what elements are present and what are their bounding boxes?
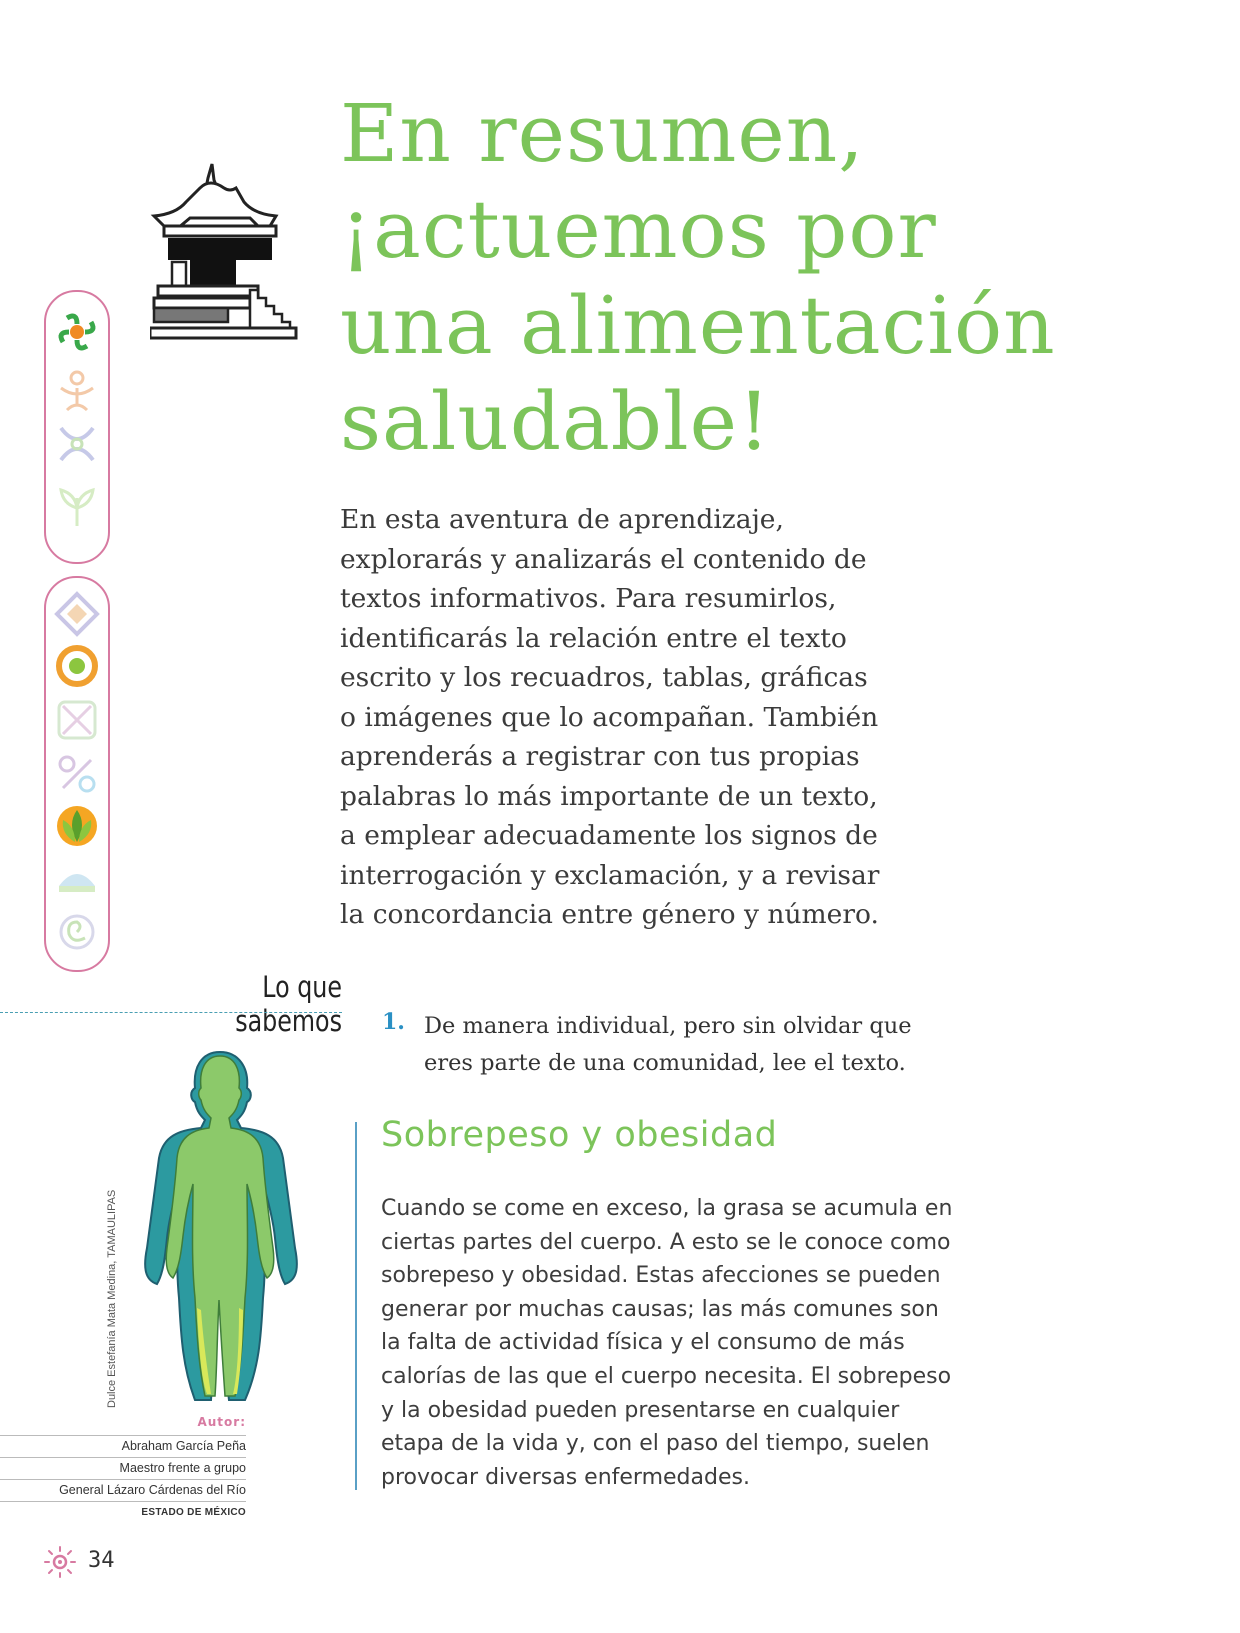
percent-icon	[53, 750, 101, 798]
intro-line: la concordancia entre género y número.	[340, 899, 879, 930]
illustration-credit: Dulce Estefanía Mata Medina, TAMAULIPAS	[106, 1189, 118, 1408]
title-line: saludable!	[340, 375, 772, 468]
dotted-divider	[0, 1012, 342, 1013]
reading-line: la falta de actividad física y el consumo de más	[381, 1330, 905, 1356]
title-line: ¡actuemos por	[340, 183, 937, 276]
intro-line: textos informativos. Para resumirlos,	[340, 583, 837, 614]
diamond-icon	[53, 590, 101, 638]
instruction-line: eres parte de una comunidad, lee el texto.	[424, 1050, 906, 1076]
instruction-line: De manera individual, pero sin olvidar que	[424, 1013, 912, 1039]
intro-line: o imágenes que lo acompañan. También	[340, 701, 879, 733]
flower-icon	[53, 308, 101, 356]
intro-line: palabras lo más importante de un texto,	[340, 780, 878, 812]
reading-line: etapa de la vida y, con el paso del tiempo, suelen	[381, 1431, 930, 1457]
author-school: General Lázaro Cárdenas del Río	[0, 1479, 246, 1501]
dancer-icon	[53, 366, 101, 414]
monument-icon	[150, 158, 298, 342]
instruction-number: 1.	[382, 1009, 405, 1035]
section-icons-strip-top	[44, 290, 110, 564]
reading-line: y la obesidad pueden presentarse en cualquier	[381, 1397, 900, 1423]
dome-icon	[53, 856, 101, 904]
page-title	[340, 86, 1200, 470]
reading-line: Cuando se come en exceso, la grasa se acumula en	[381, 1196, 953, 1221]
reading-line: provocar diversas enfermedades.	[381, 1464, 750, 1490]
reading-title: Sobrepeso y obesidad	[381, 1115, 778, 1155]
intro-paragraph	[340, 500, 980, 935]
section-icons-strip-bottom	[44, 576, 110, 972]
author-label: Autor:	[197, 1415, 246, 1429]
reading-line: generar por muchas causas; las más comunes son	[381, 1296, 939, 1322]
intro-line: interrogación y exclamación, y a revisar	[340, 859, 880, 891]
author-role: Maestro frente a grupo	[0, 1457, 246, 1479]
cross-square-icon	[53, 696, 101, 744]
intro-line: aprenderás a registrar con tus propias	[340, 741, 860, 772]
reading-body	[381, 1192, 1041, 1494]
sun-ornament-icon	[42, 1544, 78, 1580]
intro-line: identificarás la relación entre el texto	[340, 622, 847, 654]
section-heading: Lo que sabemos	[235, 970, 342, 1038]
intro-line: a emplear adecuadamente los signos de	[340, 820, 878, 851]
plant-icon	[53, 482, 101, 530]
page-number: 34	[88, 1548, 115, 1573]
instruction-text	[424, 1008, 1044, 1082]
author-state: ESTADO DE MÉXICO	[0, 1501, 246, 1523]
title-line: En resumen,	[340, 87, 865, 180]
lotus-icon	[53, 802, 101, 850]
title-line: una alimentación	[340, 279, 1056, 372]
reading-line: sobrepeso y obesidad. Estas afecciones se pueden	[381, 1263, 941, 1289]
body-silhouette-illustration	[135, 1048, 305, 1410]
intro-line: explorarás y analizarás el contenido de	[340, 543, 867, 575]
people-icon	[53, 420, 101, 468]
author-name: Abraham García Peña	[0, 1435, 246, 1457]
reading-accent-bar	[355, 1122, 357, 1490]
reading-line: calorías de las que el cuerpo necesita. El sobrepeso	[381, 1363, 952, 1389]
intro-line: escrito y los recuadros, tablas, gráficas	[340, 662, 868, 693]
target-icon	[53, 642, 101, 690]
author-block	[0, 1415, 246, 1523]
spiral-icon	[53, 908, 101, 956]
reading-line: ciertas partes del cuerpo. A esto se le conoce como	[381, 1229, 951, 1255]
intro-line: En esta aventura de aprendizaje,	[340, 504, 784, 535]
